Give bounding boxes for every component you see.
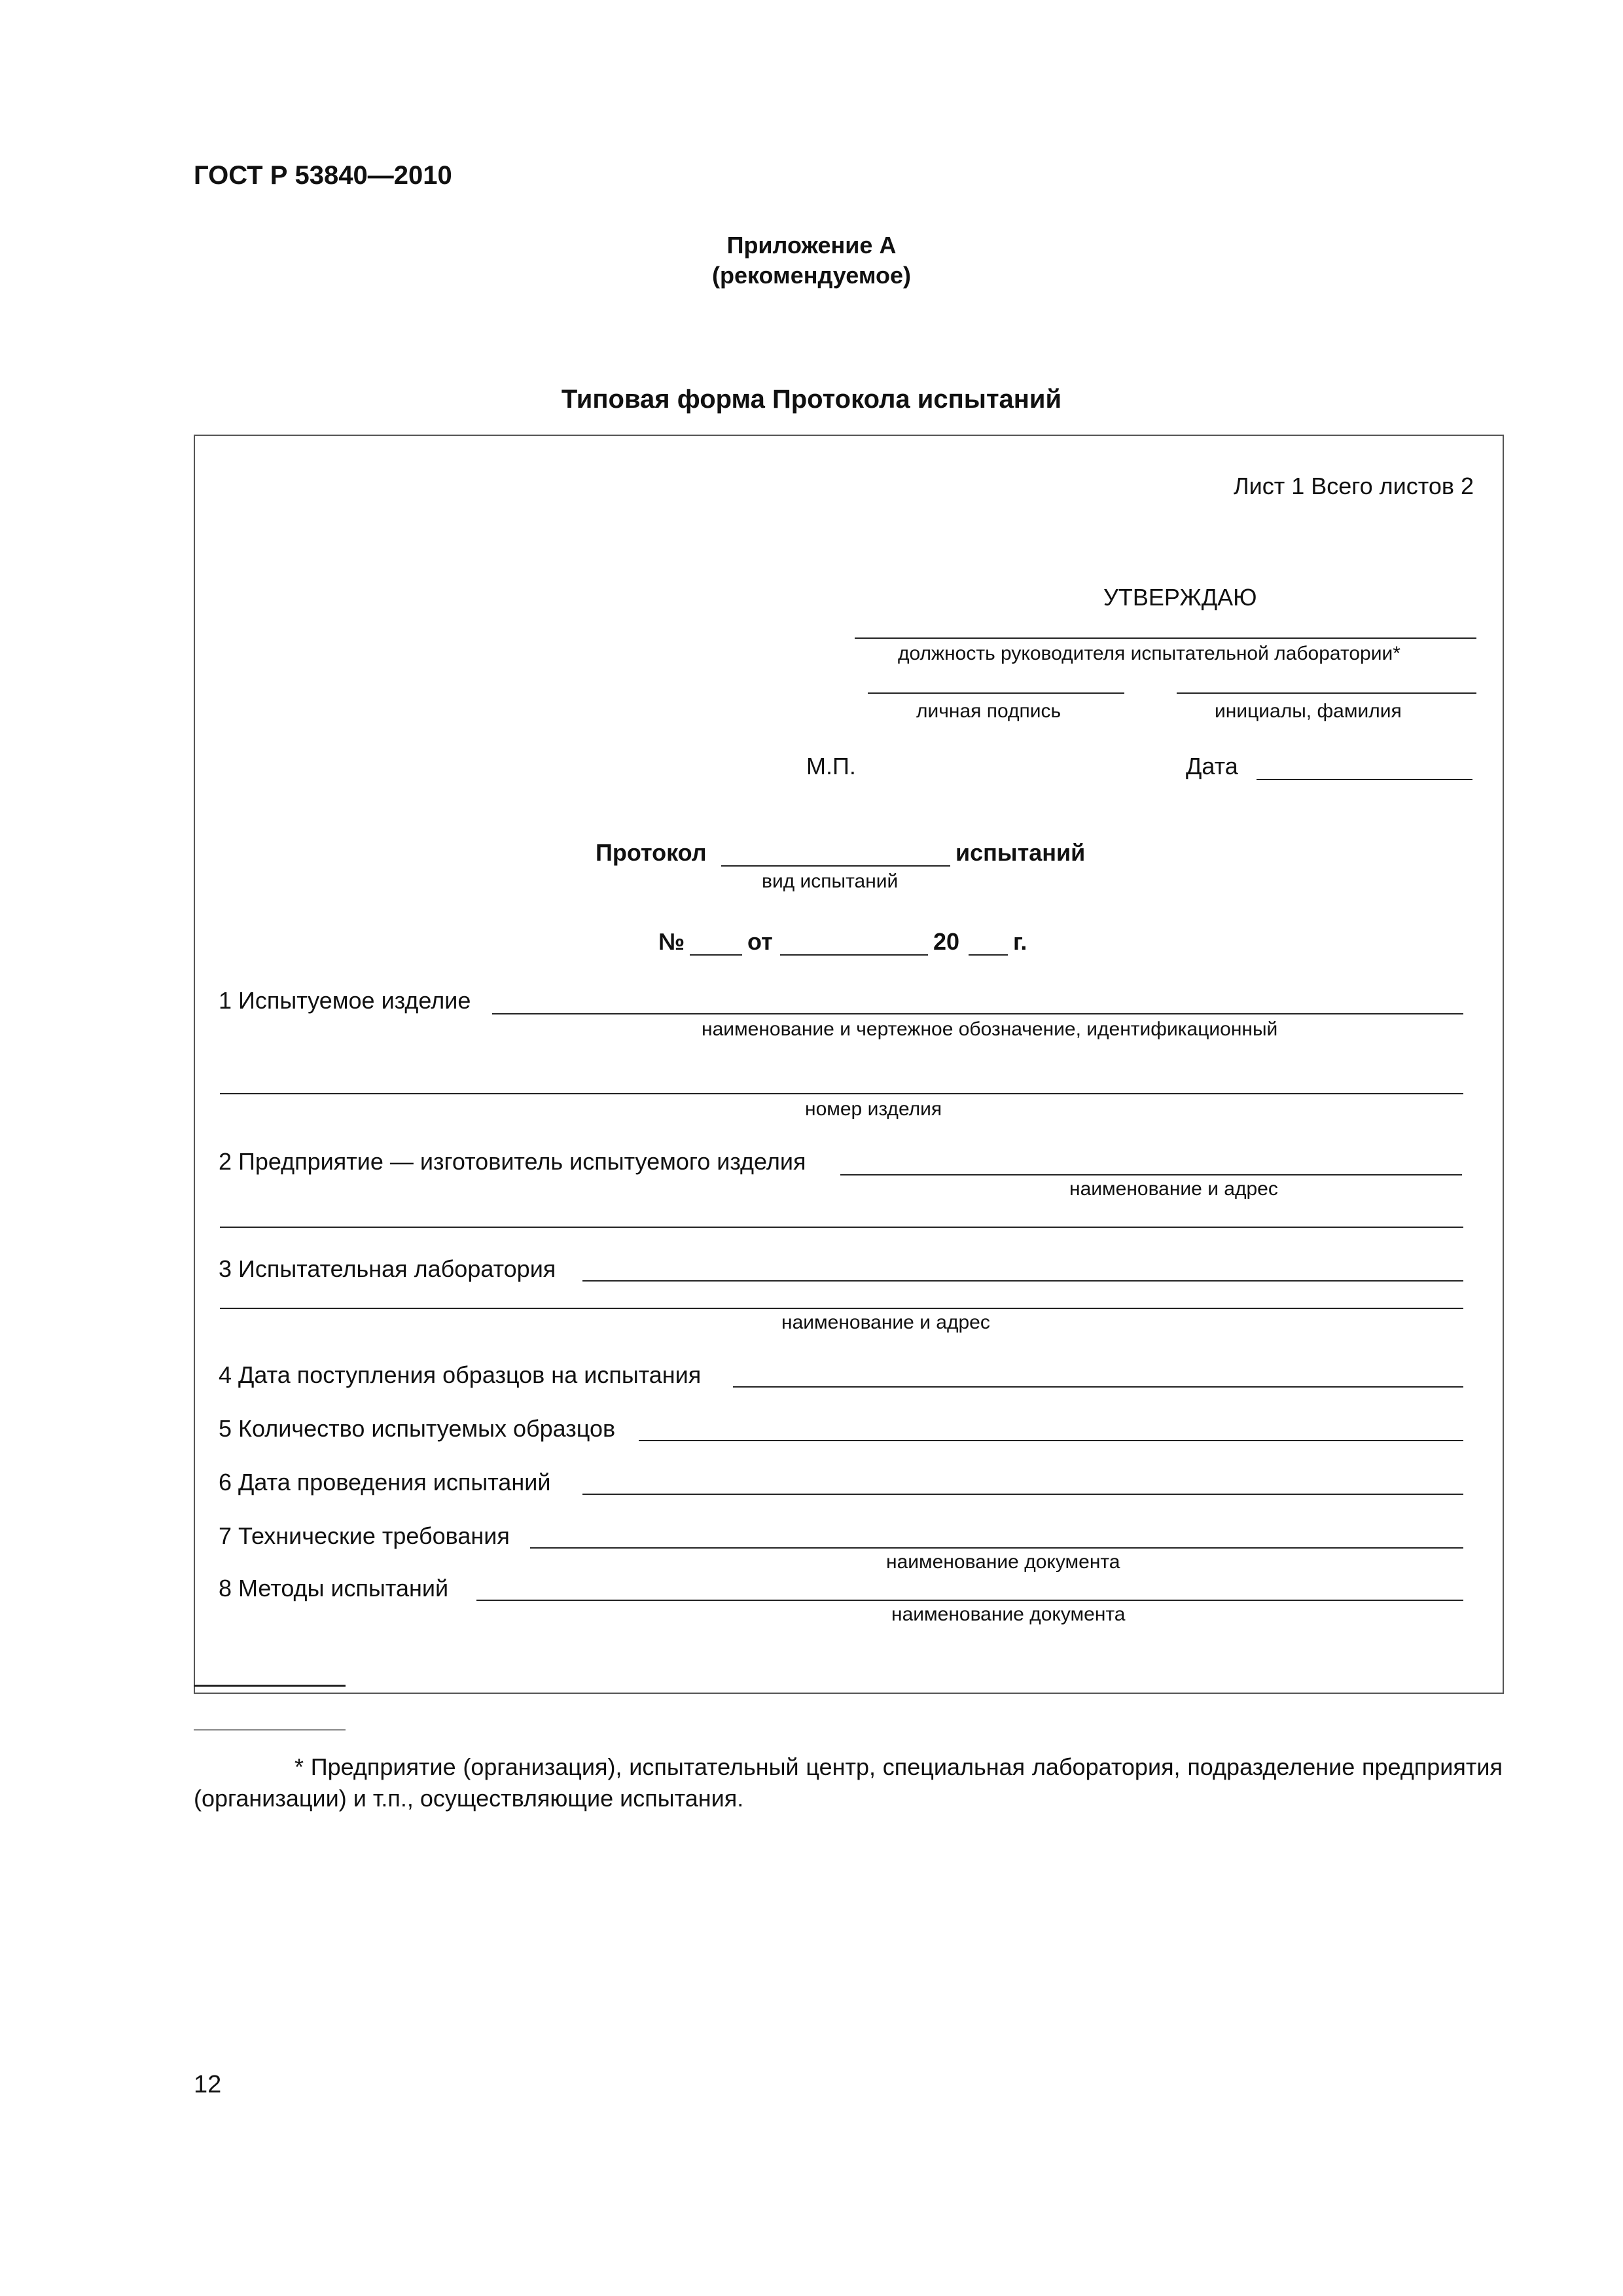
item-8-caption: наименование документа [891,1604,1126,1625]
year-prefix: 20 [933,928,960,955]
name-line[interactable] [1177,692,1476,694]
item-4-label: 4 Дата поступления образцов на испытания [219,1361,702,1388]
footnote-text: * Предприятие (организация), испытательный центр, специальная лаборатория, подразделение предприятия (организации) и т.п., осуществляющие испытания. [194,1753,1503,1812]
test-type-caption: вид испытаний [762,870,899,892]
year-suffix: г. [1013,928,1027,955]
form-title: Типовая форма Протокола испытаний [561,385,1062,414]
item-1-label: 1 Испытуемое изделие [219,987,471,1014]
item-3-line[interactable] [582,1280,1463,1282]
item-7-caption: наименование документа [886,1551,1120,1573]
item-2-label: 2 Предприятие — изготовитель испытуемого изделия [219,1148,806,1175]
item-1-caption: наименование и чертежное обозначение, идентификационный [702,1018,1278,1040]
item-1-line[interactable] [492,1013,1463,1014]
item-7-label: 7 Технические требования [219,1522,510,1549]
date-line[interactable] [1257,779,1472,780]
name-caption: инициалы, фамилия [1215,700,1402,722]
sheet-count: Лист 1 Всего листов 2 [1233,473,1474,499]
item-1-line-2[interactable] [220,1093,1463,1094]
item-4-line[interactable] [733,1386,1463,1388]
stamp-label: М.П. [806,753,856,780]
approve-label: УТВЕРЖДАЮ [1103,584,1257,611]
item-3-caption: наименование и адрес [781,1312,990,1333]
page-number: 12 [194,2071,222,2098]
item-6-line[interactable] [582,1494,1463,1495]
item-5-line[interactable] [639,1440,1463,1441]
position-caption: должность руководителя испытательной лаборатории* [898,643,1400,664]
item-6-label: 6 Дата проведения испытаний [219,1469,551,1496]
date-label: Дата [1186,753,1238,780]
item-1-caption-2: номер изделия [805,1098,942,1120]
footnote [194,1751,1503,1814]
item-8-line[interactable] [476,1600,1463,1601]
item-2-line[interactable] [840,1174,1462,1175]
test-type-line[interactable] [721,865,950,867]
protocol-number-line[interactable] [690,954,742,956]
item-7-line[interactable] [530,1547,1463,1549]
item-8-label: 8 Методы испытаний [219,1575,449,1602]
protocol-form-frame [194,435,1504,1694]
item-3-line-2[interactable] [220,1308,1463,1309]
item-2-caption: наименование и адрес [1069,1178,1278,1200]
position-line[interactable] [855,637,1476,639]
footnote-separator [194,1729,346,1731]
appendix-subtitle: (рекомендуемое) [712,262,911,289]
tests-label: испытаний [955,839,1086,866]
item-2-line-2[interactable] [220,1227,1463,1228]
item-3-label: 3 Испытательная лаборатория [219,1255,556,1282]
protocol-label: Протокол [596,839,707,866]
frame-bottom-stub [194,1685,346,1687]
appendix-title: Приложение А [726,232,897,259]
signature-caption: личная подпись [916,700,1061,722]
from-label: от [747,928,773,955]
protocol-date-line[interactable] [780,954,928,956]
signature-line[interactable] [868,692,1124,694]
item-5-label: 5 Количество испытуемых образцов [219,1415,616,1442]
number-sign: № [658,928,685,955]
year-line[interactable] [969,954,1008,956]
standard-code: ГОСТ Р 53840—2010 [194,161,452,190]
